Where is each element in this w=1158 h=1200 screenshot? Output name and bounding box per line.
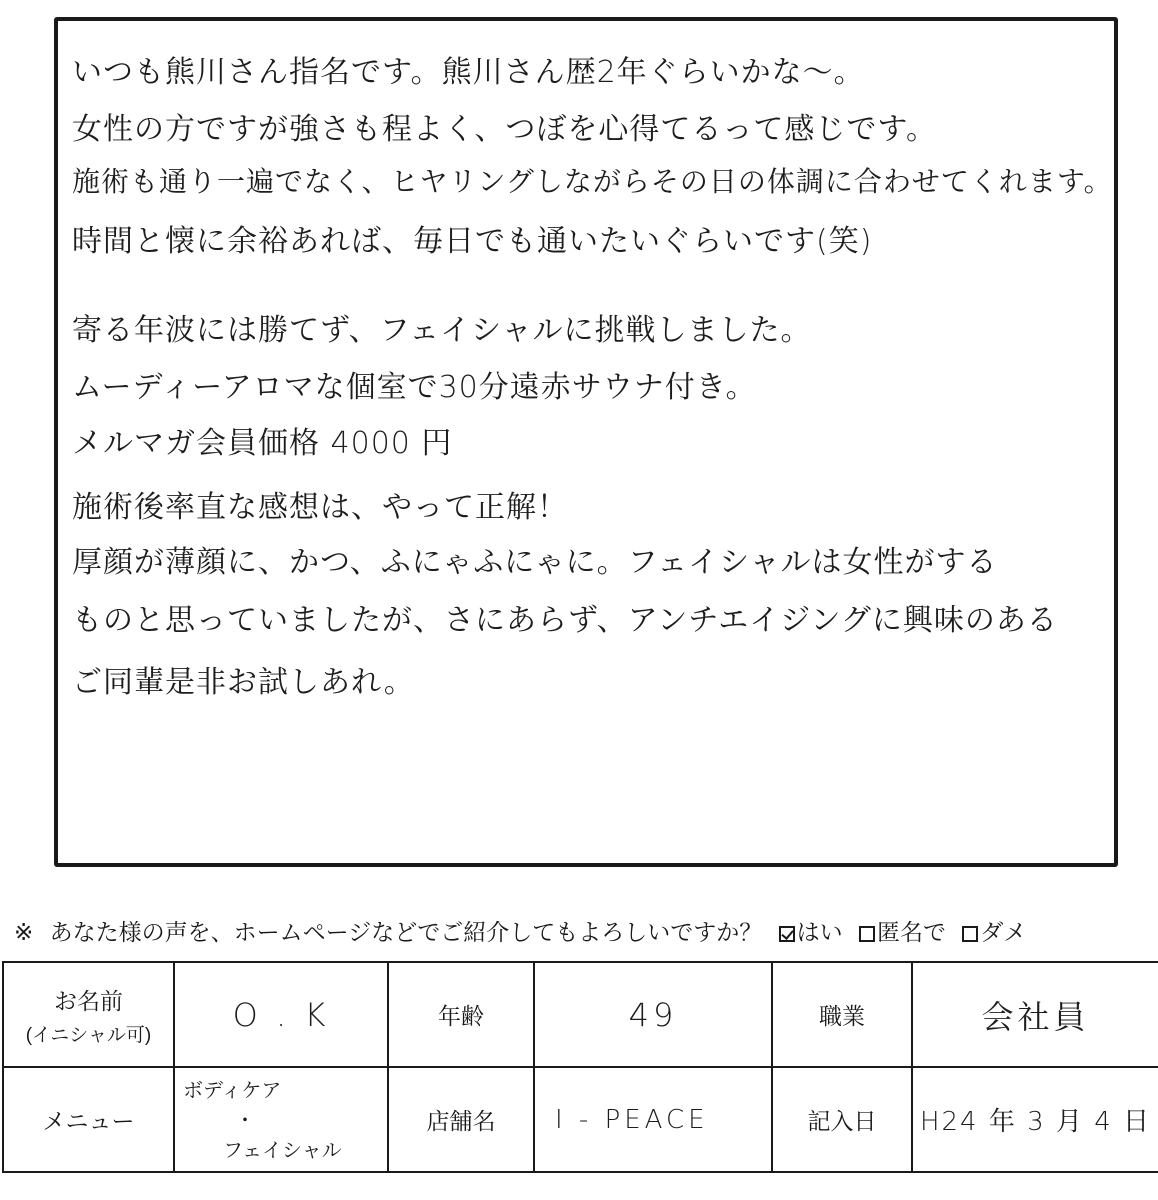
job-value: 会社員 [981, 997, 1090, 1036]
name-label-cell [3, 962, 174, 1067]
name-value-cell [174, 962, 388, 1067]
job-value-cell [912, 962, 1158, 1067]
info-row-2 [3, 1067, 1158, 1172]
option-yes[interactable] [779, 914, 843, 947]
consent-row [14, 914, 1026, 947]
comment-line-5: 寄る年波には勝てず、フェイシャルに挑戦しました。 [72, 313, 812, 348]
menu-label-cell [3, 1067, 174, 1172]
option-yes-label: はい [796, 919, 843, 945]
shop-label: 店舗名 [426, 1108, 496, 1134]
date-value: H24 年 3 月 4 日 [919, 1107, 1152, 1137]
comment-line-11: ご同輩是非お試しあれ。 [72, 665, 415, 700]
comment-line-1: いつも熊川さん指名です。熊川さん歴2年ぐらいかな〜。 [72, 55, 865, 90]
comment-line-3: 施術も通り一遍でなく、ヒヤリングしながらその日の体調に合わせてくれます。 [72, 165, 1113, 198]
shop-value-cell [534, 1067, 772, 1172]
date-label: 記入日 [807, 1108, 877, 1134]
age-label: 年齢 [438, 1003, 484, 1029]
info-row-1 [3, 962, 1158, 1067]
menu-value-3: フェイシャル [223, 1137, 342, 1162]
job-label: 職業 [819, 1003, 865, 1029]
comment-line-6: ムーディーアロマな個室で30分遠赤サウナ付き。 [72, 370, 757, 405]
consent-question: あなた様の声を、ホームページなどでご紹介してもよろしいですか？ [49, 919, 763, 945]
age-value: 49 [628, 995, 678, 1034]
menu-value-1: ボディケア [183, 1077, 282, 1102]
comment-line-9: 厚顔が薄顔に、かつ、ふにゃふにゃに。フェイシャルは女性がする [72, 545, 998, 580]
comment-line-7: メルマガ会員価格 4000 円 [72, 426, 453, 461]
date-value-cell [912, 1067, 1158, 1172]
option-anonymous[interactable] [859, 914, 946, 947]
menu-label: メニュー [42, 1108, 135, 1134]
option-anonymous-label: 匿名で [877, 919, 946, 945]
menu-value-cell [174, 1067, 388, 1172]
job-label-cell [772, 962, 912, 1067]
checkbox-empty-icon[interactable] [859, 926, 875, 942]
name-sub-label: (イニシャル可) [25, 1024, 152, 1046]
comment-line-4: 時間と懐に余裕あれば、毎日でも通いたいぐらいです(笑) [72, 224, 873, 259]
name-value: O . K [232, 995, 330, 1034]
age-label-cell [388, 962, 534, 1067]
option-no[interactable] [962, 914, 1026, 947]
checkbox-empty-icon[interactable] [962, 926, 978, 942]
comment-line-10: ものと思っていましたが、さにあらず、アンチエイジングに興味のある [72, 603, 1058, 638]
name-label: お名前 [54, 987, 123, 1014]
comment-line-2: 女性の方ですが強さも程よく、つぼを心得てるって感じです。 [72, 112, 937, 147]
age-value-cell [534, 962, 772, 1067]
comment-line-8: 施術後率直な感想は、やって正解！ [72, 490, 568, 525]
checkbox-checked-icon[interactable] [779, 926, 795, 942]
shop-label-cell [388, 1067, 534, 1172]
menu-value-2: ・ [235, 1107, 255, 1132]
info-table [2, 961, 1158, 1173]
date-label-cell [772, 1067, 912, 1172]
option-no-label: ダメ [980, 919, 1027, 945]
shop-value: I - PEACE [555, 1104, 709, 1135]
note-mark: ※ [14, 919, 34, 945]
